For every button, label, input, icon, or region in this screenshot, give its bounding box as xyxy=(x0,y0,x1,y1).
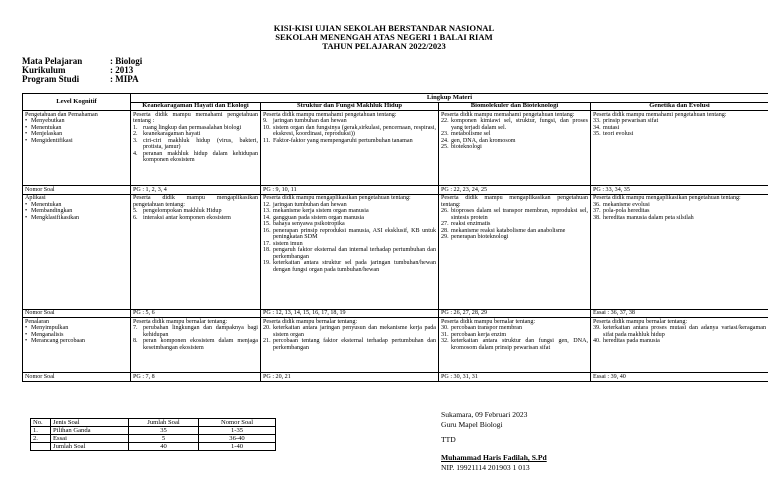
item-text: hereditas pada manusia xyxy=(603,338,660,344)
materi-cell xyxy=(439,111,591,186)
signer-name: Muhammad Haris Fadilah, S.Pd xyxy=(441,453,547,462)
nomor-soal-label: Nomor Soal xyxy=(23,186,131,195)
level-item-text: Menyimpulkan xyxy=(31,325,69,331)
item-text: gen, DNA, dan kromosom xyxy=(451,137,516,144)
level-item xyxy=(25,338,128,345)
item-text: penerapan bioteknologi xyxy=(451,234,509,240)
item-number: 36. xyxy=(593,201,601,208)
item-number: 3. xyxy=(133,137,138,144)
materi-item xyxy=(593,338,766,345)
item-number: 9. xyxy=(263,118,268,124)
materi-item xyxy=(441,338,588,351)
cell-intro: Peserta didik mampu mengaplikasikan pengetahuan tentang: xyxy=(263,195,411,201)
level-title: Aplikasi xyxy=(25,195,46,201)
nomor-soal-value: PG : 20, 21 xyxy=(261,373,439,382)
nomor-soal-value: PG : 33, 34, 35 xyxy=(591,186,768,195)
item-text: ruang lingkup dan permasalahan biologi xyxy=(143,124,242,131)
level-item-text: Membandingkan xyxy=(31,208,73,214)
content-row xyxy=(23,194,768,309)
nomor-soal-label: Nomor Soal xyxy=(23,373,131,382)
item-text: peran komponen ekosistem dalam menjaga keseimbangan ekosistem xyxy=(143,338,258,351)
item-number: 30. xyxy=(441,325,449,331)
summary-cell: Pilihan Ganda xyxy=(51,427,129,435)
materi-cell xyxy=(131,194,261,309)
meta-value: : MIPA xyxy=(110,74,139,85)
item-number: 29. xyxy=(441,234,449,240)
cell-intro: Peserta didik mampu mengaplikasikan pengetahuan tentang: xyxy=(441,195,588,208)
item-text: hereditas manusia dalam peta silsilah xyxy=(603,214,694,221)
materi-item xyxy=(263,125,436,138)
nomor-soal-value: PG : 7, 8 xyxy=(131,373,261,382)
column-header: Keanekaragaman Hayati dan Ekologi xyxy=(131,102,261,111)
bullet-icon: • xyxy=(25,131,28,137)
item-number: 12. xyxy=(263,201,271,208)
materi-item xyxy=(593,325,766,338)
meta-label: Kurikulum xyxy=(22,65,66,76)
summary-cell: Jumlah Soal xyxy=(129,419,199,427)
signer-nip: NIP. 19921114 201903 1 013 xyxy=(441,463,530,472)
level-cell xyxy=(23,318,131,373)
item-number: 2. xyxy=(133,131,138,137)
item-text: keterkaitan antara proses mutasi dan adanya variasi/keragaman sifat pada makhluk hidup xyxy=(603,325,766,338)
cell-intro: Peserta didik mampu memahami pengetahuan tentang: xyxy=(441,111,575,118)
item-number: 22. xyxy=(441,118,449,124)
item-number: 18. xyxy=(263,247,271,253)
signer-role: Guru Mapel Biologi xyxy=(441,420,503,429)
title-line-2: SEKOLAH MENENGAH ATAS NEGERI 1 BALAI RIAM xyxy=(275,32,493,42)
signature-block xyxy=(441,410,547,473)
meta-value: : Biologi xyxy=(110,56,143,66)
item-number: 5. xyxy=(133,208,138,214)
title-line-3: TAHUN PELAJARAN 2022/2023 xyxy=(322,41,446,51)
nomor-soal-value: Essai : 36, 37, 38 xyxy=(591,309,768,318)
summary-cell: 1. xyxy=(31,427,51,435)
meta-value: : 2013 xyxy=(110,65,134,76)
nomor-soal-row xyxy=(23,373,768,382)
materi-item xyxy=(133,215,258,222)
item-number: 17. xyxy=(263,240,271,247)
materi-cell xyxy=(439,194,591,309)
meta-row xyxy=(22,75,142,84)
item-number: 11. xyxy=(263,137,271,144)
item-text: mekanisme kerja sistem organ manusia xyxy=(273,208,369,214)
item-text: Faktor-faktor yang mempengaruhi pertumbuhan tanaman xyxy=(273,137,413,144)
level-cell xyxy=(23,111,131,186)
materi-cell xyxy=(591,194,768,309)
item-text: teori evolusi xyxy=(603,131,634,137)
materi-item xyxy=(263,338,436,351)
item-number: 34. xyxy=(593,124,601,131)
meta-label: Program Studi xyxy=(22,74,80,85)
materi-cell xyxy=(261,111,439,186)
place-date: Sukamara, 09 Februari 2023 xyxy=(441,410,528,419)
nomor-soal-value: PG : 12, 13, 14, 15, 16, 17, 18, 19 xyxy=(261,309,439,318)
item-text: peranan makhluk hidup dalam kehidupan komponen ekosistem xyxy=(143,150,258,163)
item-text: percobaan tentang faktor eksternal terhadap pertumbuhan dan perkembangan xyxy=(273,338,436,351)
item-text: sistem organ dan fungsinya (gerak,sirkulasi, pencernaan, respirasi, ekskresi, koordinasi, reproduksi)) xyxy=(273,124,436,137)
title-line-1: KISI-KISI UJIAN SEKOLAH BERSTANDAR NASIONAL xyxy=(273,23,495,33)
summary-cell: 1-40 xyxy=(199,443,276,451)
summary-row xyxy=(31,435,276,443)
nomor-soal-value: PG : 1, 2, 3, 4 xyxy=(131,186,261,195)
item-number: 20. xyxy=(263,325,271,331)
item-number: 13. xyxy=(263,208,271,214)
item-number: 4. xyxy=(133,150,138,157)
level-item-text: Menyebutkan xyxy=(31,118,65,124)
column-header: Biomolekuler dan Bioteknologi xyxy=(439,102,591,111)
summary-cell: Nomor Soal xyxy=(199,419,276,427)
materi-item xyxy=(133,138,258,151)
item-text: sistem imun xyxy=(273,240,303,247)
lingkup-materi-header: Lingkup Materi xyxy=(131,94,768,103)
materi-cell xyxy=(439,318,591,373)
nomor-soal-row xyxy=(23,186,768,195)
item-number: 38. xyxy=(593,214,601,221)
bullet-icon: • xyxy=(25,124,28,131)
bullet-icon: • xyxy=(25,137,28,144)
item-text: metabolisme sel xyxy=(451,131,491,137)
item-text: perubahan lingkungan dan dampaknya bagi kehidupan xyxy=(143,325,258,338)
materi-cell xyxy=(591,111,768,186)
level-kognitif-header: Level Kognitif xyxy=(23,94,131,111)
level-item xyxy=(25,215,128,222)
item-number: 16. xyxy=(263,227,271,234)
item-text: bahaya senyawa psikotropika xyxy=(273,221,345,227)
nomor-soal-value: PG : 22, 23, 24, 25 xyxy=(439,186,591,195)
item-text: keterkaitan antara jaringan penyusun dan mekanisme kerja pada sistem organ xyxy=(273,325,436,338)
item-text: bioteknologi xyxy=(451,144,482,150)
subject-info xyxy=(22,57,142,85)
cell-intro: Peserta didik mampu memahami pengetahuan tentang : xyxy=(133,111,258,124)
signature-ttd: TTD xyxy=(441,435,456,444)
materi-item xyxy=(441,208,588,221)
nomor-soal-row xyxy=(23,309,768,318)
item-number: 35. xyxy=(593,131,601,137)
level-cell xyxy=(23,194,131,309)
item-text: reaksi enzimatis xyxy=(451,221,491,227)
item-number: 37. xyxy=(593,208,601,214)
item-number: 39. xyxy=(593,325,601,331)
level-item xyxy=(25,138,128,145)
column-header: Genetika dan Evolusi xyxy=(591,102,768,111)
materi-item xyxy=(593,131,766,138)
level-item-text: Merancang percobaan xyxy=(31,338,85,344)
item-text: mekanisme evolusi xyxy=(603,201,650,208)
bullet-icon: • xyxy=(25,208,28,214)
item-number: 14. xyxy=(263,214,271,221)
cell-intro: Peserta didik mampu bernalar tentang: xyxy=(263,318,358,325)
item-number: 33. xyxy=(593,118,601,124)
materi-cell xyxy=(261,194,439,309)
materi-item xyxy=(441,234,588,241)
cell-intro: Peserta didik mampu mengaplikasikan pengetahuan tentang: xyxy=(133,195,258,208)
kisi-kisi-table xyxy=(22,93,768,382)
item-number: 15. xyxy=(263,221,271,227)
summary-cell: No. xyxy=(31,419,51,427)
item-number: 7. xyxy=(133,325,138,331)
bullet-icon: • xyxy=(25,331,28,338)
summary-cell: 36-40 xyxy=(199,435,276,443)
item-number: 26. xyxy=(441,208,449,214)
item-text: percobaan transpor membran xyxy=(451,325,523,331)
materi-item xyxy=(263,228,436,241)
meta-label: Mata Pelajaran xyxy=(22,56,83,66)
materi-item xyxy=(263,260,436,273)
summary-row xyxy=(31,427,276,435)
content-row xyxy=(23,318,768,373)
level-title: Penalaran xyxy=(25,318,50,325)
summary-cell: 1-35 xyxy=(199,427,276,435)
nomor-soal-value: PG : 9, 10, 11 xyxy=(261,186,439,195)
materi-cell xyxy=(131,318,261,373)
summary-cell: Jumlah Soal xyxy=(51,443,129,451)
item-number: 1. xyxy=(133,124,138,131)
summary-cell: 2. xyxy=(31,435,51,443)
summary-total-row xyxy=(31,443,276,451)
document-title xyxy=(0,24,768,51)
item-text: jaringan tumbuhan dan hewan xyxy=(273,118,347,124)
summary-cell: Jenis Soal xyxy=(51,419,129,427)
level-item-text: Menjelaskan xyxy=(31,131,63,137)
item-number: 23. xyxy=(441,131,449,137)
materi-item xyxy=(441,118,588,131)
content-row xyxy=(23,111,768,186)
item-text: bioproses dalam sel transpor membran, reproduksi sel, sintesis protein xyxy=(451,208,588,221)
item-number: 19. xyxy=(263,260,271,266)
item-text: pengaruh faktor eksternal dan internal terhadap pertumbuhan dan perkembangan xyxy=(273,247,436,260)
materi-item xyxy=(263,325,436,338)
item-text: mekanisme reaksi katabolisme dan anabolisme xyxy=(451,227,566,234)
level-item-text: Mengklasifikasikan xyxy=(31,214,80,221)
materi-item xyxy=(263,247,436,260)
materi-cell xyxy=(261,318,439,373)
item-text: jaringan tumbuhan dan hewan xyxy=(273,201,347,208)
summary-cell: 5 xyxy=(129,435,199,443)
item-number: 25. xyxy=(441,144,449,150)
bullet-icon: • xyxy=(25,214,28,221)
bullet-icon: • xyxy=(25,118,28,124)
item-number: 40. xyxy=(593,338,601,344)
item-text: percobaan kerja enzim xyxy=(451,331,507,338)
level-item-text: Menentukan xyxy=(31,201,62,208)
level-item-text: Mengidentifikasi xyxy=(31,137,73,144)
cell-intro: Peserta didik mampu bernalar tentang: xyxy=(441,318,536,325)
bullet-icon: • xyxy=(25,325,28,331)
item-number: 8. xyxy=(133,338,138,344)
nomor-soal-value: PG : 26, 27, 28, 29 xyxy=(439,309,591,318)
summary-cell: Essai xyxy=(51,435,129,443)
summary-table xyxy=(30,418,276,451)
column-header: Struktur dan Fungsi Makhluk Hidup xyxy=(261,102,439,111)
cell-intro: Peserta didik mampu bernalar tentang: xyxy=(133,318,228,325)
nomor-soal-value: PG : 30, 31, 31 xyxy=(439,373,591,382)
summary-cell: 40 xyxy=(129,443,199,451)
nomor-soal-label: Nomor Soal xyxy=(23,309,131,318)
summary-cell xyxy=(31,443,51,451)
materi-item xyxy=(133,338,258,351)
item-text: ciri-ciri makhluk hidup (virus, bakteri, protista, jamur) xyxy=(143,137,258,150)
item-number: 21. xyxy=(263,338,271,344)
item-text: komponen kimiawi sel, struktur, fungsi, dan proses yang terjadi dalam sel. xyxy=(451,118,588,131)
item-text: gangguan pada sistem organ manusia xyxy=(273,214,364,221)
item-number: 27. xyxy=(441,221,449,227)
summary-header-row xyxy=(31,419,276,427)
materi-item xyxy=(441,144,588,151)
materi-cell xyxy=(591,318,768,373)
item-number: 28. xyxy=(441,227,449,234)
materi-cell xyxy=(131,111,261,186)
item-number: 31. xyxy=(441,331,449,338)
item-text: pengelompokan makhluk Hidup xyxy=(143,208,222,214)
cell-intro: Peserta didik mampu mengaplikasikan pengetahuan tentang: xyxy=(593,195,741,201)
bullet-icon: • xyxy=(25,338,28,344)
summary-cell: 35 xyxy=(129,427,199,435)
item-number: 24. xyxy=(441,137,449,144)
materi-item xyxy=(593,215,766,222)
item-text: keanekaragaman hayati xyxy=(143,131,201,137)
bullet-icon: • xyxy=(25,201,28,208)
materi-item xyxy=(133,151,258,164)
nomor-soal-value: Essai : 39, 40 xyxy=(591,373,768,382)
level-title: Pengetahuan dan Pemahaman xyxy=(25,111,98,118)
cell-intro: Peserta didik mampu memahami pengetahuan tentang: xyxy=(263,111,397,118)
item-text: pola-pola hereditas xyxy=(603,208,650,214)
cell-intro: Peserta didik mampu bernalar tentang: xyxy=(593,318,688,325)
cell-intro: Peserta didik mampu memahami pengetahuan tentang: xyxy=(593,111,727,118)
item-text: penerapan prinsip reproduksi manusia, ASI eksklusif, KB untuk peningkatan SDM xyxy=(273,227,436,240)
item-text: keterkaitan antara struktur sel pada jaringan tumbuhan/hewan dengan fungsi organ pada tumbuhan/hewan xyxy=(273,260,436,273)
level-item-text: Menentukan xyxy=(31,124,62,131)
level-item-text: Menganalisis xyxy=(31,331,64,338)
nomor-soal-value: PG : 5, 6 xyxy=(131,309,261,318)
item-text: mutasi xyxy=(603,124,620,131)
materi-item xyxy=(263,138,436,145)
item-text: interaksi antar komponen ekosistem xyxy=(143,214,231,221)
materi-item xyxy=(133,325,258,338)
item-text: prinsip pewarisan sifat xyxy=(603,118,659,124)
item-number: 32. xyxy=(441,338,449,344)
item-number: 6. xyxy=(133,214,138,221)
item-number: 10. xyxy=(263,124,271,131)
item-text: keterkaitan antara struktur dan fungsi gen, DNA, kromosom dalam prinsip pewarisan sifat xyxy=(451,338,588,351)
